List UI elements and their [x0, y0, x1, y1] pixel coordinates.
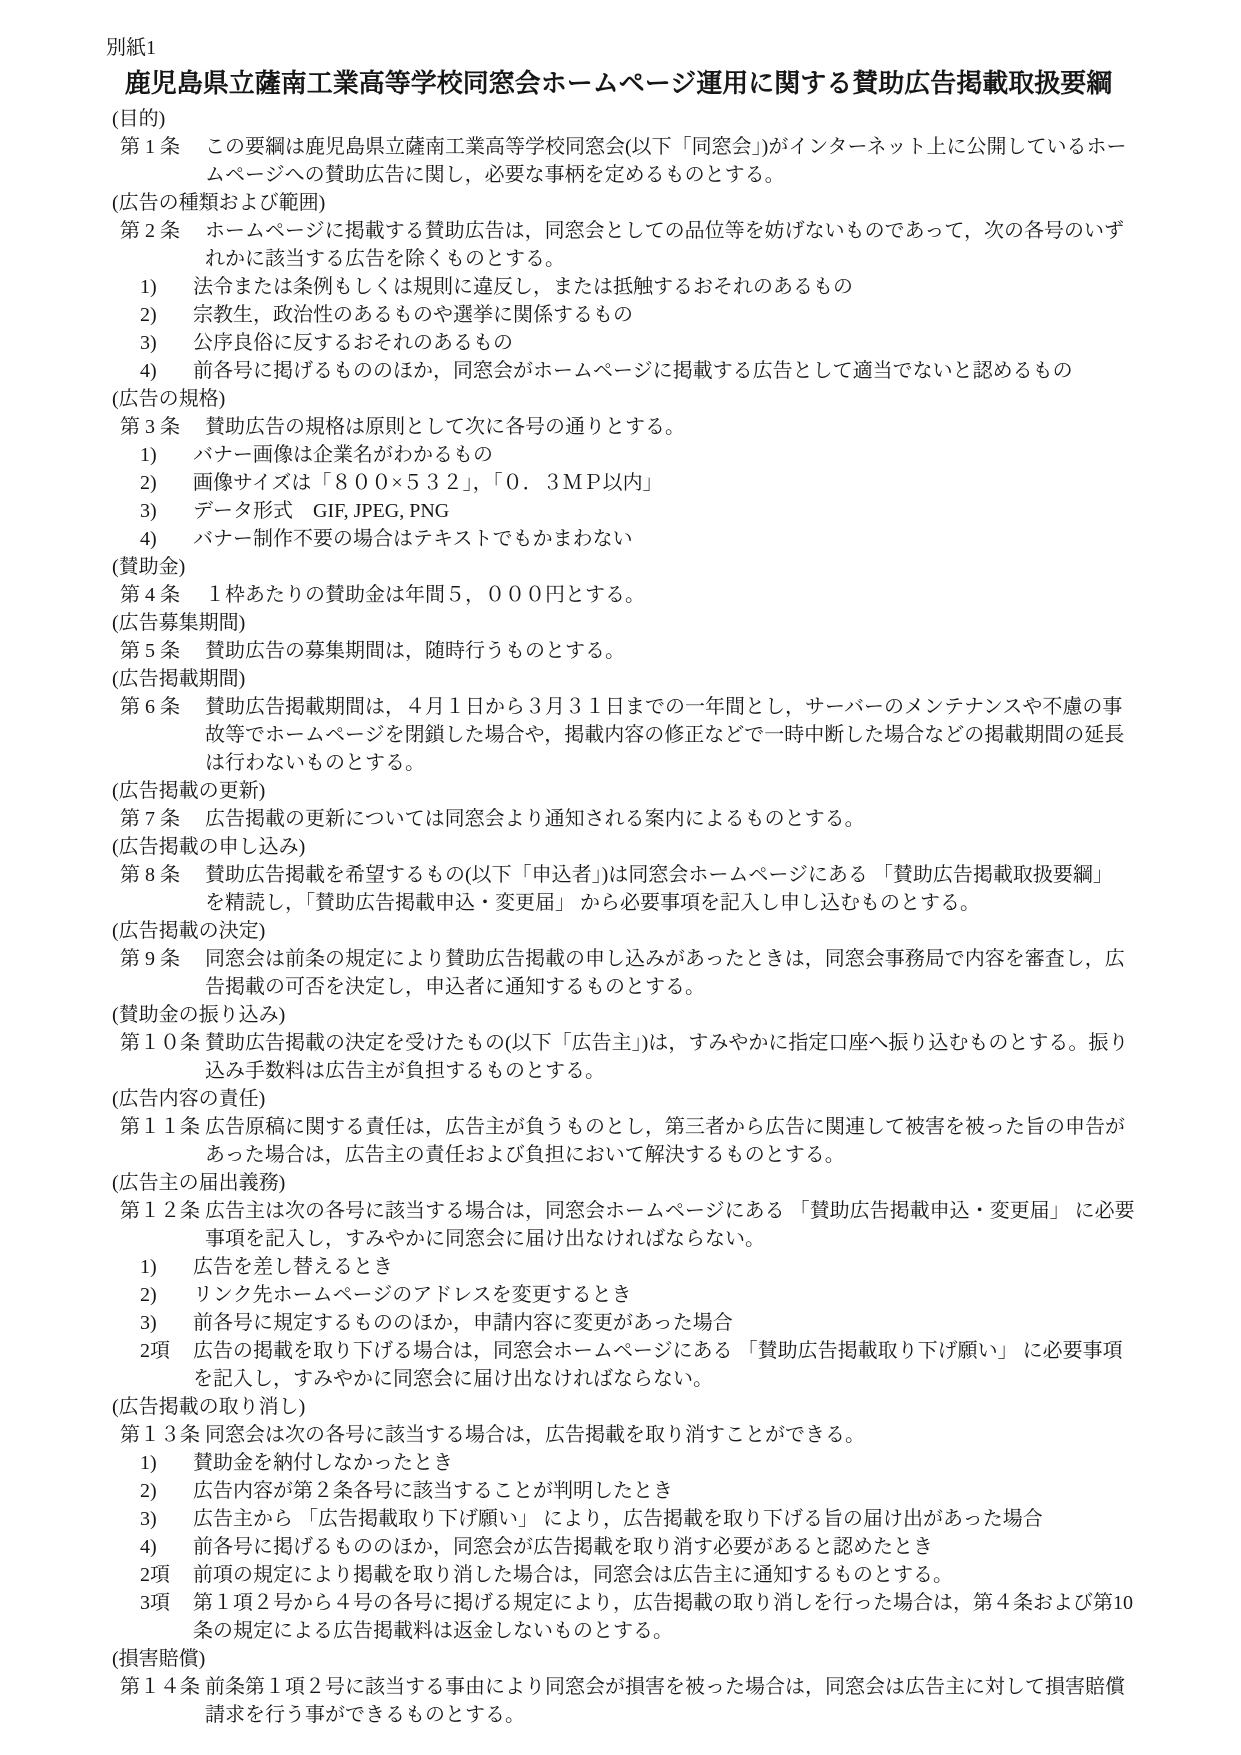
article-item	[140, 441, 1137, 469]
block-label: 第１０条	[120, 1032, 200, 1054]
block-text: 広告の掲載を取り下げる場合は，同窓会ホームページにある 「賛助広告掲載取り下げ願い」 に必要事項を記入し，すみやかに同窓会に届け出なければならない。	[193, 1340, 1123, 1390]
block-text: 賛助金を納付しなかったとき	[193, 1452, 453, 1474]
block-label: 1)	[140, 1452, 157, 1474]
block-text: (広告の種類および範囲)	[112, 192, 326, 214]
block-text: (広告掲載の取り消し)	[112, 1396, 306, 1418]
block-text: 前各号に掲げるもののほか，同窓会がホームページに掲載する広告として適当でないと認めるもの	[193, 360, 1073, 382]
section-heading	[112, 665, 1137, 693]
block-text: (広告の規格)	[112, 388, 226, 410]
block-text: 賛助広告掲載を希望するもの(以下「申込者」)は同窓会ホームページにある 「賛助広告掲載取扱要綱」 を精読し，「賛助広告掲載申込・変更届」 から必要事項を記入し申し込むものとする。	[205, 864, 1113, 914]
block-text: リンク先ホームページのアドレスを変更するとき	[193, 1284, 632, 1306]
block-label: 3)	[140, 500, 157, 522]
block-label: 第１４条	[120, 1676, 200, 1698]
block-text: 広告内容が第２条各号に該当することが判明したとき	[193, 1480, 673, 1502]
block-text: (広告掲載の決定)	[112, 920, 266, 942]
article	[120, 1029, 1137, 1085]
block-label: 第 7 条	[120, 808, 180, 830]
block-text: 前条第１項２号に該当する事由により同窓会が損害を被った場合は，同窓会は広告主に対して損害賠償請求を行う事ができるものとする。	[205, 1676, 1125, 1726]
block-label: 3)	[140, 332, 157, 354]
attachment-annotation: 別紙1	[106, 37, 156, 59]
article-item	[140, 357, 1137, 385]
article	[120, 693, 1137, 777]
block-label: 2項	[140, 1564, 170, 1586]
block-text: バナー制作不要の場合はテキストでもかまわない	[193, 528, 633, 550]
block-text: (賛助金)	[112, 556, 186, 578]
block-text: 賛助広告掲載の決定を受けたもの(以下「広告主」)は，すみやかに指定口座へ振り込むものとする。振り込み手数料は広告主が負担するものとする。	[205, 1032, 1129, 1082]
block-text: (広告掲載の申し込み)	[112, 836, 306, 858]
block-text: 法令または条例もしくは規則に違反し，または抵触するおそれのあるもの	[193, 276, 853, 298]
article-item	[140, 469, 1137, 497]
block-text: 前各号に掲げるもののほか，同窓会が広告掲載を取り消す必要があると認めたとき	[193, 1536, 933, 1558]
article-item	[140, 1253, 1137, 1281]
section-heading	[112, 917, 1137, 945]
block-text: １枠あたりの賛助金は年間５，０００円とする。	[205, 584, 645, 606]
article	[120, 133, 1137, 189]
article	[120, 1197, 1137, 1253]
section-heading	[112, 609, 1137, 637]
block-label: 2項	[140, 1340, 170, 1362]
block-text: データ形式 GIF, JPEG, PNG	[193, 500, 450, 522]
article-item	[140, 1533, 1137, 1561]
block-text: 広告主から 「広告掲載取り下げ願い」 により，広告掲載を取り下げる旨の届け出があった場合	[193, 1508, 1043, 1530]
block-text: 宗教生，政治性のあるものや選挙に関係するもの	[193, 304, 633, 326]
block-text: 画像サイズは「８００×５３２」，「０．３ＭＰ以内」	[193, 472, 663, 494]
block-label: 第 1 条	[120, 136, 180, 158]
article	[120, 805, 1137, 833]
block-label: 3)	[140, 1508, 157, 1530]
article-clause	[140, 1337, 1137, 1393]
block-label: 4)	[140, 528, 157, 550]
block-label: 1)	[140, 276, 157, 298]
block-label: 3)	[140, 1312, 157, 1334]
section-heading	[112, 833, 1137, 861]
block-text: (広告主の届出義務)	[112, 1172, 286, 1194]
article-item	[140, 301, 1137, 329]
section-heading	[112, 1085, 1137, 1113]
block-label: 第１２条	[120, 1200, 200, 1222]
section-heading	[112, 105, 1137, 133]
section-heading	[112, 1001, 1137, 1029]
article	[120, 413, 1137, 441]
block-text: 同窓会は次の各号に該当する場合は，広告掲載を取り消すことができる。	[205, 1424, 865, 1446]
article	[120, 637, 1137, 665]
article-clause	[140, 1561, 1137, 1589]
block-text: 公序良俗に反するおそれのあるもの	[193, 332, 513, 354]
block-label: 第 3 条	[120, 416, 180, 438]
block-text: (広告内容の責任)	[112, 1088, 266, 1110]
block-label: 第１１条	[120, 1116, 200, 1138]
block-text: 賛助広告の募集期間は，随時行うものとする。	[205, 640, 625, 662]
document-body	[100, 105, 1137, 1729]
section-heading	[112, 553, 1137, 581]
article	[120, 861, 1137, 917]
article	[120, 1113, 1137, 1169]
section-heading	[112, 777, 1137, 805]
block-label: 第１３条	[120, 1424, 200, 1446]
article-item	[140, 329, 1137, 357]
article	[120, 1421, 1137, 1449]
article	[120, 1673, 1137, 1729]
block-label: 2)	[140, 472, 157, 494]
block-text: (賛助金の振り込み)	[112, 1004, 286, 1026]
block-label: 第 4 条	[120, 584, 180, 606]
block-label: 4)	[140, 1536, 157, 1558]
article	[120, 581, 1137, 609]
article-item	[140, 1449, 1137, 1477]
section-heading	[112, 1645, 1137, 1673]
section-heading	[112, 1169, 1137, 1197]
block-text: 広告主は次の各号に該当する場合は，同窓会ホームページにある 「賛助広告掲載申込・変更届」 に必要事項を記入し，すみやかに同窓会に届け出なければならない。	[205, 1200, 1135, 1250]
block-text: (損害賠償)	[112, 1648, 206, 1670]
block-text: バナー画像は企業名がわかるもの	[193, 444, 493, 466]
article-item	[140, 1505, 1137, 1533]
block-label: 3項	[140, 1592, 170, 1614]
article	[120, 945, 1137, 1001]
block-text: 賛助広告の規格は原則として次に各号の通りとする。	[205, 416, 685, 438]
block-text: (広告掲載の更新)	[112, 780, 266, 802]
block-label: 4)	[140, 360, 157, 382]
block-label: 2)	[140, 1480, 157, 1502]
article-item	[140, 1309, 1137, 1337]
block-text: この要綱は鹿児島県立薩南工業高等学校同窓会(以下「同窓会」)がインターネット上に公開しているホームページへの賛助広告に関し，必要な事柄を定めるものとする。	[205, 136, 1127, 186]
article-item	[140, 273, 1137, 301]
section-heading	[112, 1393, 1137, 1421]
block-label: 2)	[140, 1284, 157, 1306]
block-text: 前各号に規定するもののほか，申請内容に変更があった場合	[193, 1312, 733, 1334]
block-text: 広告を差し替えるとき	[193, 1256, 393, 1278]
block-label: 第 6 条	[120, 696, 180, 718]
block-label: 第 5 条	[120, 640, 180, 662]
page-title: 鹿児島県立薩南工業高等学校同窓会ホームページ運用に関する賛助広告掲載取扱要綱	[124, 69, 1113, 98]
section-heading	[112, 385, 1137, 413]
block-text: 前項の規定により掲載を取り消した場合は，同窓会は広告主に通知するものとする。	[193, 1564, 953, 1586]
block-label: 第 9 条	[120, 948, 180, 970]
article-item	[140, 1477, 1137, 1505]
block-text: 賛助広告掲載期間は，４月１日から３月３１日までの一年間とし，サーバーのメンテナンスや不慮の事故等でホームページを閉鎖した場合や，掲載内容の修正などで一時中断した場合などの掲載期間の延長は行わないものとする。	[205, 696, 1125, 774]
block-text: (目的)	[112, 108, 166, 130]
article-item	[140, 525, 1137, 553]
article-clause	[140, 1589, 1137, 1645]
block-text: (広告募集期間)	[112, 612, 246, 634]
block-label: 2)	[140, 304, 157, 326]
block-label: 1)	[140, 1256, 157, 1278]
article-item	[140, 497, 1137, 525]
block-text: 広告掲載の更新については同窓会より通知される案内によるものとする。	[205, 808, 865, 830]
block-text: (広告掲載期間)	[112, 668, 246, 690]
block-text: 第１項２号から４号の各号に掲げる規定により，広告掲載の取り消しを行った場合は，第４条および第10 条の規定による広告掲載料は返金しないものとする。	[193, 1592, 1133, 1642]
block-label: 1)	[140, 444, 157, 466]
block-label: 第 8 条	[120, 864, 180, 886]
article-item	[140, 1281, 1137, 1309]
block-text: ホームページに掲載する賛助広告は，同窓会としての品位等を妨げないものであって，次の各号のいずれかに該当する広告を除くものとする。	[205, 220, 1124, 270]
section-heading	[112, 189, 1137, 217]
article	[120, 217, 1137, 273]
block-text: 広告原稿に関する責任は，広告主が負うものとし，第三者から広告に関連して被害を被った旨の申告があった場合は，広告主の責任および負担において解決するものとする。	[205, 1116, 1125, 1166]
block-label: 第 2 条	[120, 220, 180, 242]
block-text: 同窓会は前条の規定により賛助広告掲載の申し込みがあったときは，同窓会事務局で内容を審査し，広告掲載の可否を決定し，申込者に通知するものとする。	[205, 948, 1125, 998]
